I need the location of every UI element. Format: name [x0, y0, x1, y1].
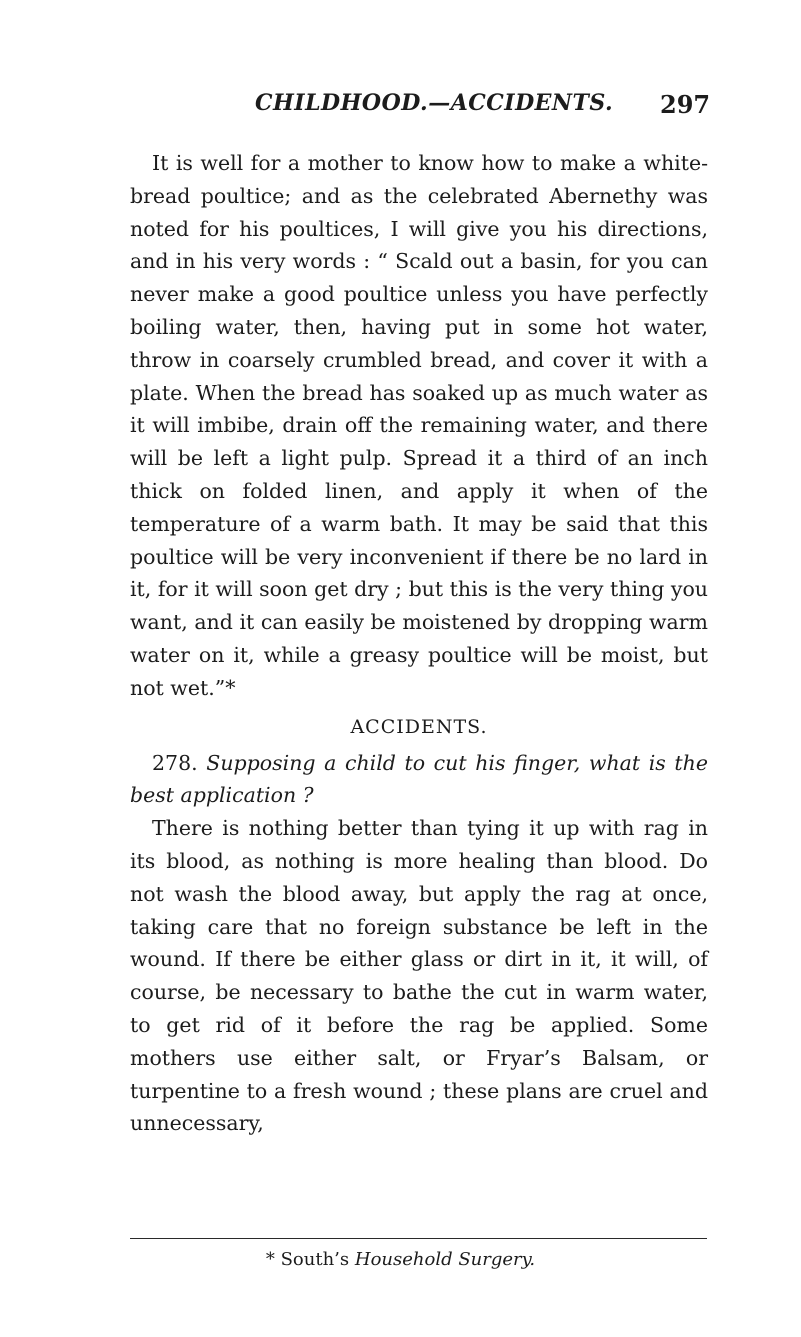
- footnote-author: South’s: [280, 1249, 350, 1270]
- footnote-work-title: Household Surgery.: [354, 1249, 536, 1270]
- section-heading: ACCIDENTS.: [350, 715, 488, 738]
- footnote-divider: [130, 1238, 707, 1239]
- answer-paragraph: There is nothing better than tying it up with rag in its blood, as nothing is more healing than blood. Do not wash the blood away, but apply the rag at once, taking care that no foreign substance be left in the wound. If there be either glass or dirt in it, it will, of course, be necessary to bathe the cut in warm water, to get rid of it before the rag be applied. Some mothers use either salt, or Fryar’s Balsam, or turpentine to a fresh wound ; these plans are cruel and unnecessary,: [130, 816, 708, 1136]
- question-paragraph: [130, 747, 708, 813]
- running-title: CHILDHOOD.—ACCIDENTS.: [255, 90, 614, 116]
- running-head: [0, 84, 801, 124]
- question-number: 278.: [152, 750, 198, 775]
- footnote-marker: *: [265, 1249, 275, 1270]
- question-text: Supposing a child to cut his finger, what is the best application ?: [130, 750, 708, 808]
- body-text: [130, 147, 708, 1140]
- intro-paragraph: It is well for a mother to know how to make a white-bread poultice; and as the celebrated Abernethy was noted for his poultices, I will give you his directions, and in his very words : “ Scald out a basin, for you can never make a good poultice unless you have perfectly boiling water, then, having put in some hot water, throw in coarsely crumbled bread, and cover it with a plate. When the bread has soaked up as much water as it will imbibe, drain off the remaining water, and there will be left a light pulp. Spread it a third of an inch thick on folded linen, and apply it when of the temperature of a warm bath. It may be said that this poultice will be very inconvenient if there be no lard in it, for it will soon get dry ; but this is the very thing you want, and it can easily be moistened by dropping warm water on it, while a greasy poultice will be moist, but not wet.”*: [130, 151, 708, 700]
- footnote: [0, 1249, 801, 1270]
- page-number: 297: [660, 90, 711, 119]
